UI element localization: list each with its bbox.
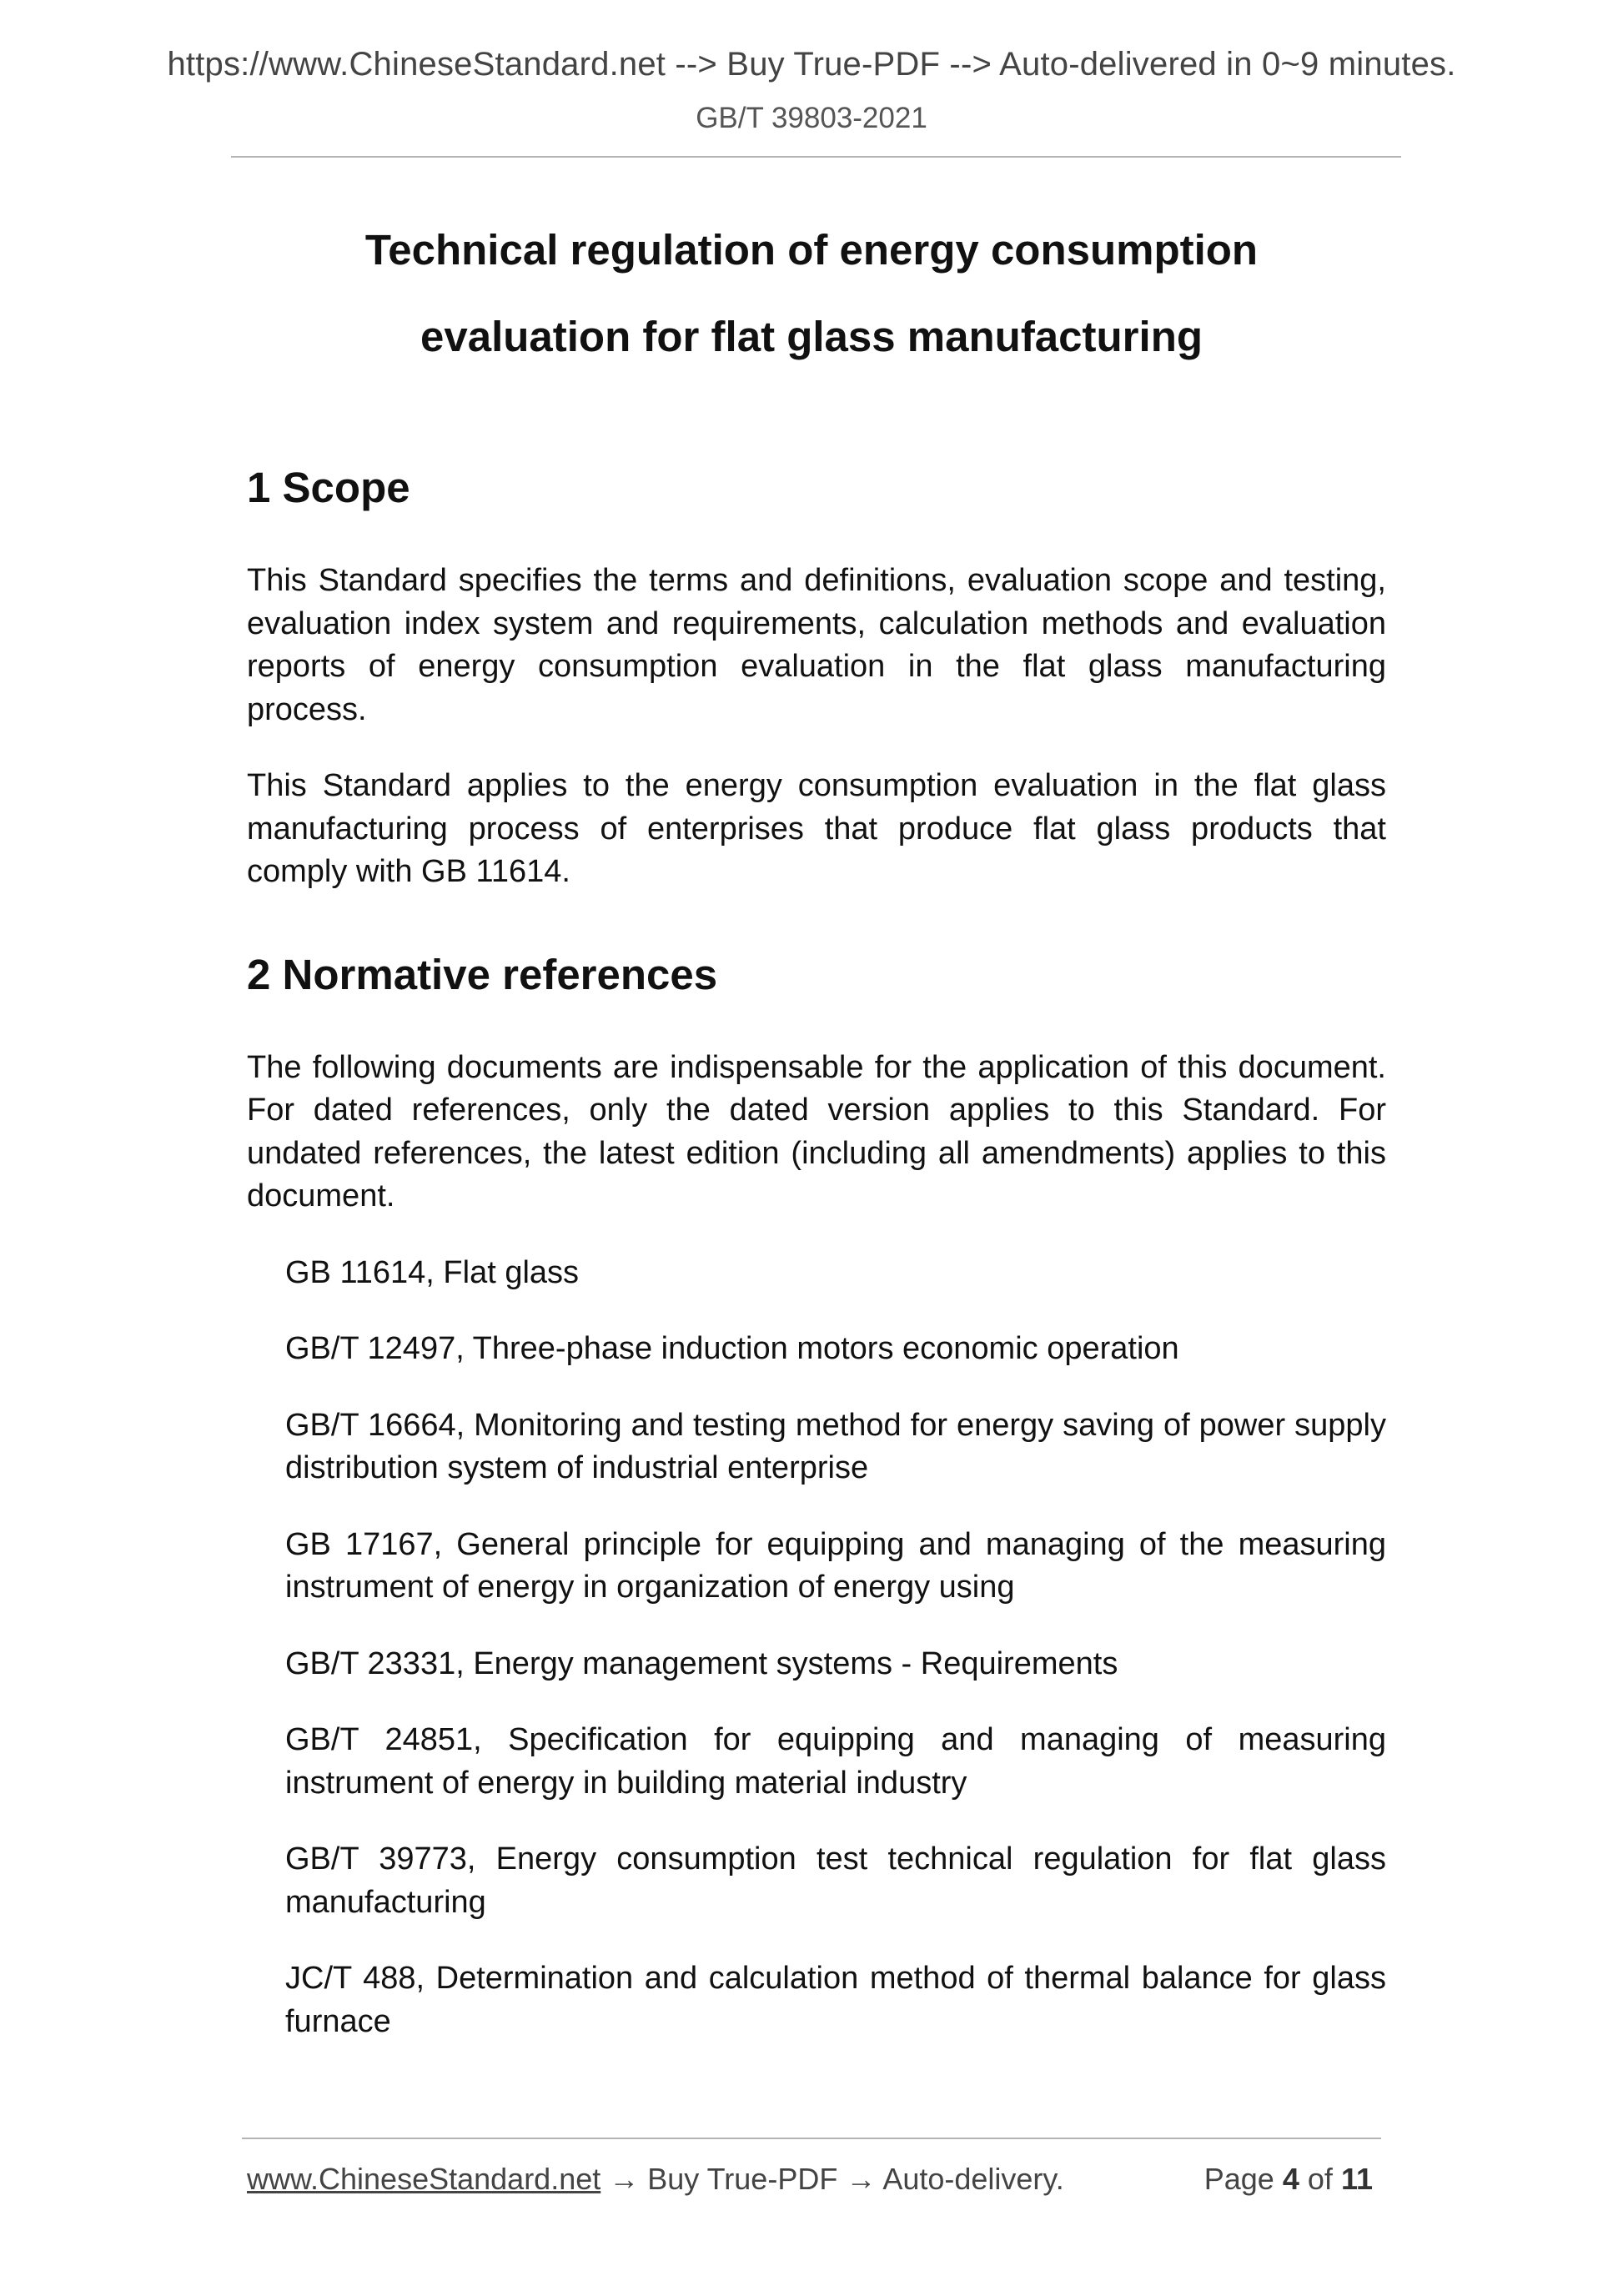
reference-item: GB/T 23331, Energy management systems - Requirements [285, 1645, 1118, 1681]
reference-item: GB/T 12497, Three-phase induction motors economic operation [285, 1331, 1179, 1366]
footer-source [247, 2162, 1064, 2197]
references-intro-paragraph: The following documents are indispensable for the application of this document. For dated references, only the dated version applies to this Standard. For undated references, the latest edition (including all amendments) applies to this document. [247, 1049, 1386, 1213]
page-indicator [1204, 2162, 1373, 2197]
reference-item: GB/T 39773, Energy consumption test technical regulation for flat glass manufacturing [285, 1841, 1386, 1920]
footer-website-link[interactable]: www.ChineseStandard.net [247, 2162, 601, 2196]
total-pages: 11 [1340, 2162, 1373, 2196]
footer-tagline: → Buy True-PDF → Auto-delivery. [600, 2162, 1064, 2196]
current-page-number: 4 [1282, 2162, 1299, 2196]
source-banner: https://www.ChineseStandard.net --> Buy True-PDF --> Auto-delivered in 0~9 minutes. [167, 46, 1456, 83]
section-heading-normative-references: 2 Normative references [247, 950, 718, 998]
title-line-2: evaluation for flat glass manufacturing [420, 313, 1203, 360]
of-label: of [1307, 2162, 1333, 2196]
page-footer [247, 2162, 1381, 2202]
reference-item: GB/T 16664, Monitoring and testing method for energy saving of power supply distribution system of industrial enterprise [285, 1407, 1386, 1485]
title-line-1: Technical regulation of energy consumption [364, 226, 1259, 274]
section-heading-scope: 1 Scope [247, 464, 410, 511]
reference-item: GB 11614, Flat glass [285, 1254, 580, 1290]
scope-paragraph-2: This Standard applies to the energy consumption evaluation in the flat glass manufacturing process of enterprises that produce flat glass products that comply with GB 11614. [247, 768, 1386, 889]
reference-item: GB 17167, General principle for equipping and managing of the measuring instrument of energy in organization of energy using [285, 1526, 1386, 1605]
standard-code: GB/T 39803-2021 [696, 102, 927, 134]
document-title [0, 207, 1623, 380]
reference-item: GB/T 24851, Specification for equipping and managing of measuring instrument of energy in building material industry [285, 1722, 1386, 1801]
reference-item: JC/T 488, Determination and calculation method of thermal balance for glass furnace [285, 1961, 1386, 2039]
scope-paragraph-1: This Standard specifies the terms and definitions, evaluation scope and testing, evaluation index system and requirements, calculation methods and evaluation reports of energy consumption evaluation in the flat glass manufacturing process. [247, 563, 1386, 727]
document-body [247, 457, 1386, 2077]
reference-list [247, 1252, 1386, 2044]
footer-divider [242, 2138, 1381, 2139]
page-label: Page [1203, 2162, 1274, 2196]
header-divider [231, 156, 1401, 158]
